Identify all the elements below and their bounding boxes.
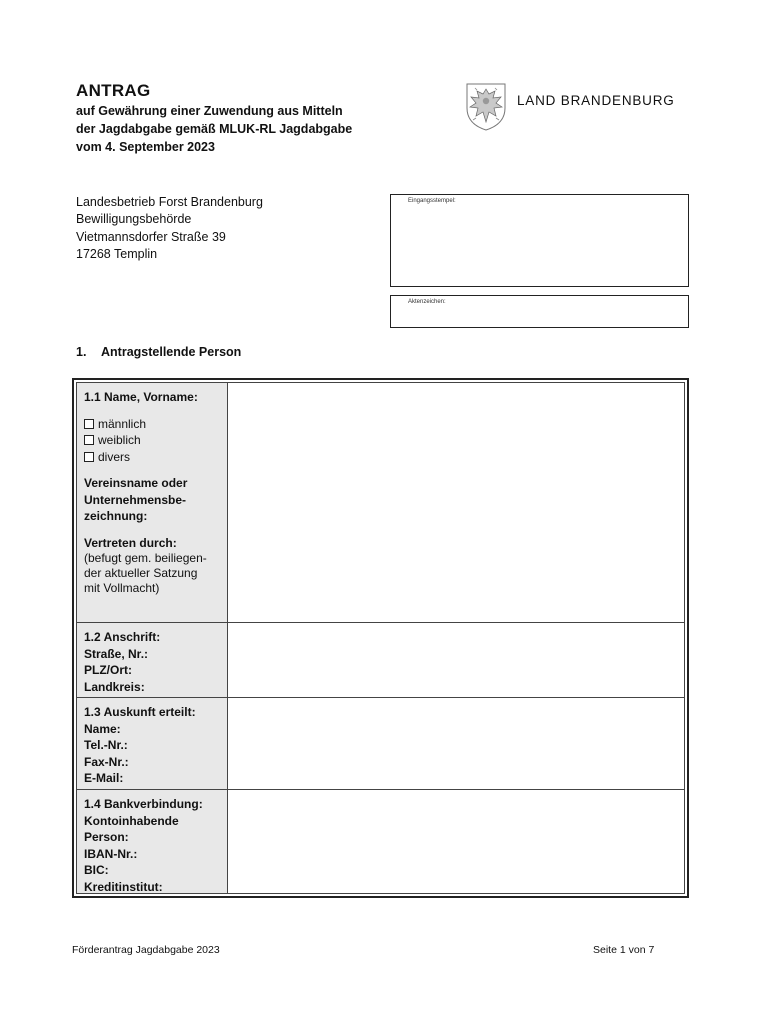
recipient-address [76,194,263,263]
form-row-address [77,622,684,698]
checkbox-label: divers [98,449,131,464]
bank-label-line: Person: [84,830,129,844]
document-title: ANTRAG [76,81,151,100]
representative-note-line: der aktueller Satzung [84,566,198,580]
document-subtitle [76,102,352,156]
form-row-contact [77,697,684,790]
form-row-bank [77,789,684,893]
bank-label-line: Kontoinhabende [84,813,179,828]
subtitle-line: der Jagdabgabe gemäß MLUK-RL Jagdabgabe [76,122,353,136]
form-label-cell [77,790,228,893]
contact-label-line: Fax-Nr.: [84,754,129,769]
address-label-line: 1.2 Anschrift: [84,630,161,644]
brandenburg-eagle-seal-icon [463,80,509,132]
representative-label: Vertreten durch: [84,535,177,550]
footer-document-name: Förderantrag Jagdabgabe 2023 [72,944,220,956]
gender-option-female[interactable] [84,432,227,449]
contact-label-line: 1.3 Auskunft erteilt: [84,705,196,719]
file-reference-label: Aktenzeichen: [408,299,446,305]
subtitle-line: vom 4. September 2023 [76,140,215,154]
bank-label-line: Kreditinstitut: [84,879,163,894]
form-label-cell [77,698,228,790]
logo-text: LAND BRANDENBURG [517,93,675,108]
checkbox-label: weiblich [98,433,141,447]
bank-label-line: IBAN-Nr.: [84,846,138,861]
bank-label-line: BIC: [84,863,109,877]
address-line: Landesbetrieb Forst Brandenburg [76,195,263,209]
org-label-line: zeichnung: [84,509,148,523]
checkbox-label: männlich [98,416,147,431]
form-label-cell [77,383,228,622]
receipt-stamp-label: Eingangsstempel: [408,198,456,204]
address-label-line: Straße, Nr.: [84,646,149,661]
form-row-name [77,383,684,622]
address-line: Bewilligungsbehörde [76,212,192,227]
section-title: Antragstellende Person [101,345,242,359]
checkbox-icon[interactable] [84,452,94,462]
receipt-stamp-box [390,194,689,287]
checkbox-icon[interactable] [84,435,94,445]
section-number: 1. [76,345,87,359]
name-input-field[interactable] [228,383,684,622]
checkbox-icon[interactable] [84,419,94,429]
gender-option-male[interactable] [84,416,227,433]
contact-label-line: Name: [84,721,121,736]
org-label-line: Vereinsname oder [84,476,188,490]
name-heading: 1.1 Name, Vorname: [84,390,198,404]
address-line: 17268 Templin [76,246,158,261]
contact-label-line: E-Mail: [84,771,124,785]
applicant-form-table [72,378,689,898]
representative-note-line: mit Vollmacht) [84,581,160,595]
footer-page-number: Seite 1 von 7 [593,944,655,956]
section-heading [76,345,241,359]
subtitle-line: auf Gewährung einer Zuwendung aus Mitteln [76,104,343,118]
address-input-field[interactable] [228,623,684,698]
file-reference-box [390,295,689,328]
representative-note-line: (befugt gem. beiliegen- [84,551,207,565]
contact-input-field[interactable] [228,698,684,790]
gender-option-diverse[interactable] [84,449,227,466]
address-label-line: PLZ/Ort: [84,663,132,677]
form-label-cell [77,623,228,698]
address-line: Vietmannsdorfer Straße 39 [76,229,226,244]
address-label-line: Landkreis: [84,679,145,694]
bank-label-line: 1.4 Bankverbindung: [84,797,203,811]
org-label-line: Unternehmensbe- [84,492,187,507]
contact-label-line: Tel.-Nr.: [84,738,128,752]
bank-input-field[interactable] [228,790,684,893]
